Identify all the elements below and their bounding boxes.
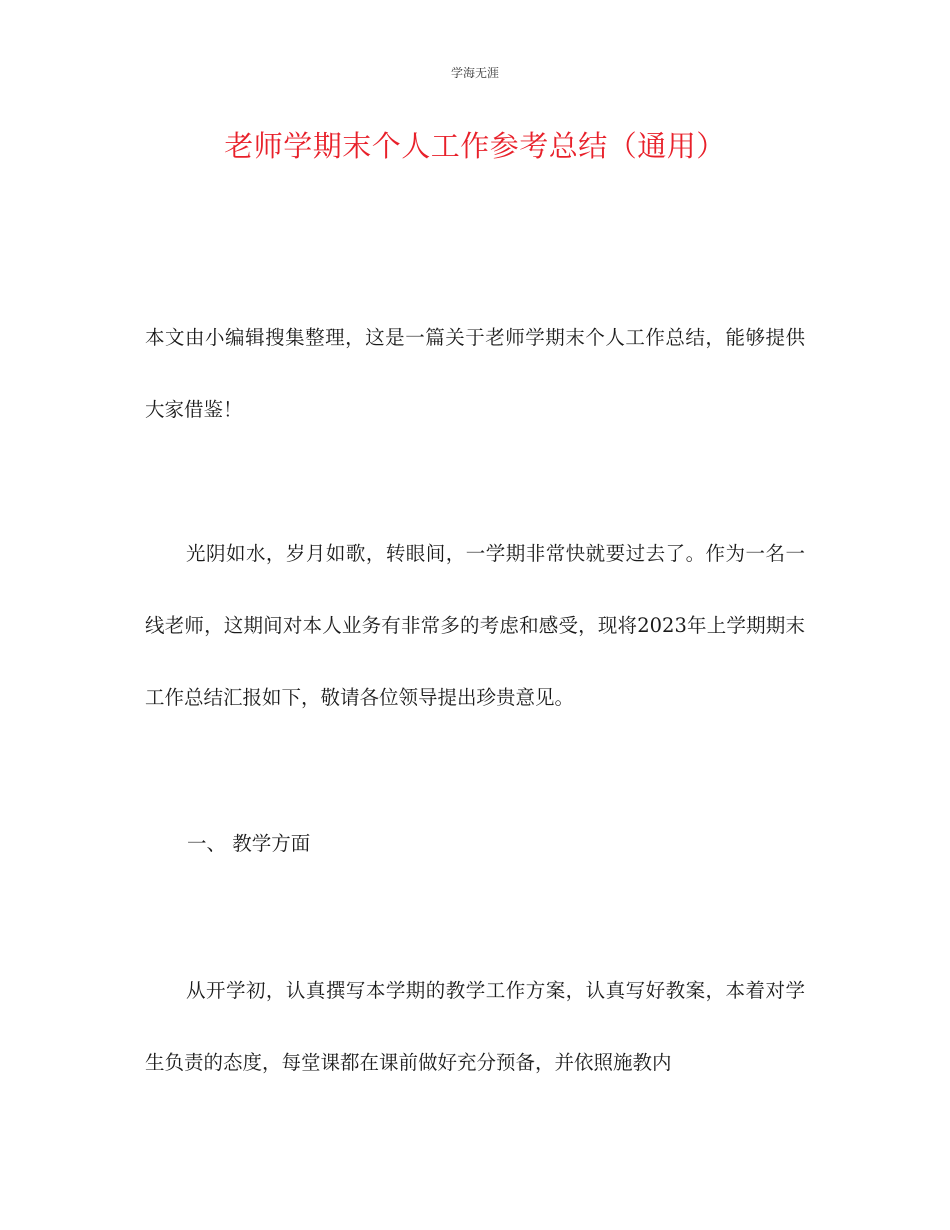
body-paragraph-2: 从开学初，认真撰写本学期的教学工作方案，认真写好教案，本着对学生负责的态度，每堂课都在课前做好充分预备，并依照施教内: [145, 979, 805, 1074]
page-header: 学海无涯: [450, 66, 499, 80]
intro-paragraph: 本文由小编辑搜集整理，这是一篇关于老师学期末个人工作总结，能够提供大家借鉴！: [145, 326, 805, 421]
document-title: 老师学期末个人工作参考总结（通用）: [224, 129, 726, 163]
section-heading-teaching: 一、 教学方面: [187, 832, 311, 855]
body-paragraph-1: 光阴如水，岁月如歌，转眼间，一学期非常快就要过去了。作为一名一线老师，这期间对本人业务有非常多的考虑和感受，现将2023年上学期期末工作总结汇报如下，敬请各位领导提出珍贵意见。: [145, 542, 805, 709]
